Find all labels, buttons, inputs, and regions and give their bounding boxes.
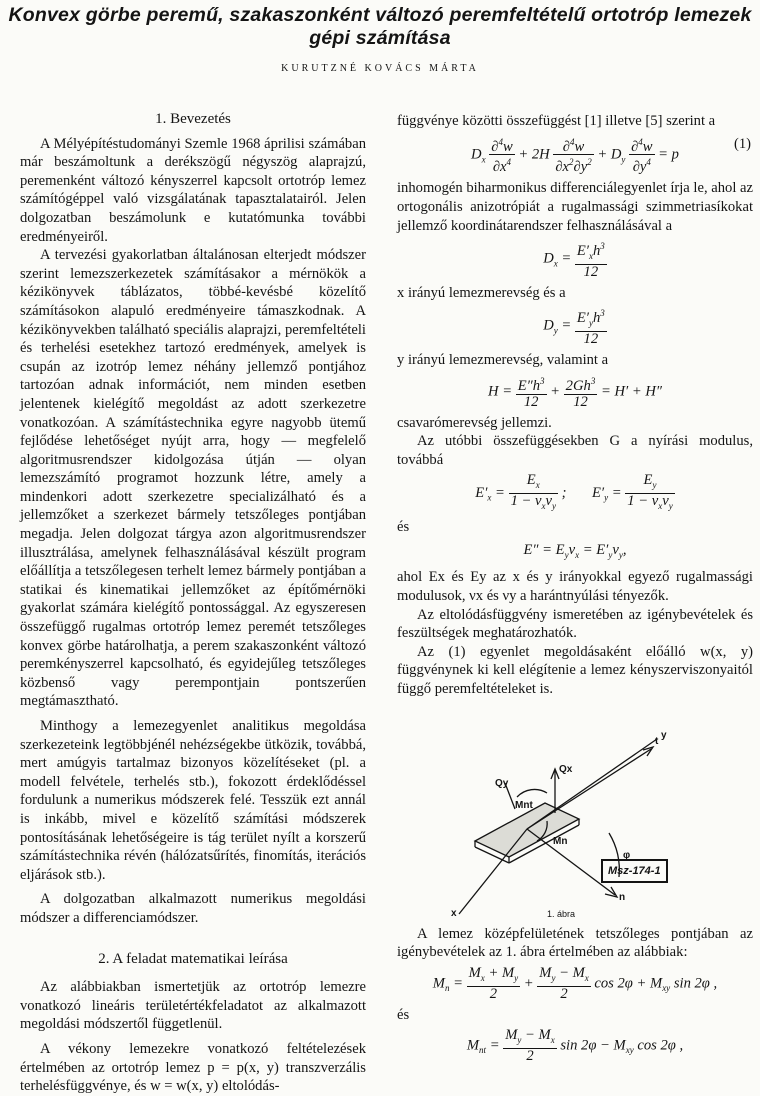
figure-1-drawing — [397, 709, 753, 919]
label-mnt: Mnt — [515, 799, 533, 811]
label-n: n — [619, 891, 626, 903]
figure-caption: 1. ábra — [547, 908, 576, 919]
section-heading-math: 2. A feladat matematikai leírása — [98, 950, 288, 967]
label-phi: φ — [623, 849, 631, 861]
paragraph: inhomogén biharmonikus differenciálegyenlet írja le, ahol az ortogonális anizotrópiát a rugalmassági szimmetriasíkokat jellemző koordinátarendszer felhasználásával a — [397, 180, 753, 234]
paragraph: A lemez középfelületének tetszőleges pontjában az igénybevételek az 1. ábra értelmében az alábbiak: — [397, 925, 753, 961]
paragraph: A Mélyépítéstudományi Szemle 1968 áprilisi számában már beszámoltunk a derékszögű négyszög alaprajzú, peremenként változó kényszerrel kapcsolt ortotróp lemez számítógéppel való vizsgálatának tapasztalatairól. Jelen dolgozatban beszámolunk e kutatómunka további eredményeiről. — [20, 135, 366, 245]
paragraph: A dolgozatban alkalmazott numerikus megoldási módszer a differenciamódszer. — [20, 891, 366, 926]
conjunction: és — [397, 519, 410, 536]
paragraph: Az (1) egyenlet megoldásaként előálló w(x, y) függvénynek ki kell elégítenie a lemez kényszerviszonyaitól függő peremfeltételeket is. — [397, 643, 753, 697]
label-mn: Mn — [553, 835, 568, 847]
figure-reference-box: Msz-174-1 — [601, 859, 668, 884]
paper-title: Konvex görbe peremű, szakaszonként változó peremfeltételű ortotróp lemezek gépi számítása — [8, 4, 752, 49]
paragraph: y irányú lemezmerevség, valamint a — [397, 352, 609, 369]
equation-dy: $D_y$ = $\frac{E'_yh^3}{12}$ — [543, 308, 605, 348]
label-x: x — [451, 907, 457, 919]
label-qx: Qx — [559, 763, 573, 775]
paragraph: függvénye közötti összefüggést [1] illetve [5] szerint a — [397, 113, 716, 129]
paragraph: A tervezési gyakorlatban általánosan elterjedt módszer szerint lemezszerkezetek számításakor a mérnökök a kézikönyvek táblázatos, többé-kevésbé közelítő számításokon alapuló eredményeire támaszkodnak. A kézikönyvekben található speciális alaprajzi, peremfeltételi és terhelési esetekhez tartozó eredmények, amelyek is csupán az izotróp lemez néhány jellemző pontjához tartozóan adnak információt, nem minden esetben jelentenek kielégítő megoldást az adott szerkezetre vonatkozóan. A számítástechnika egyre nagyobb ütemű fejlődése lehetőséget nyújt arra, hogy — megfelelő algoritmusrendszer kidolgozása útján — olyan lemezszámító programot hozzunk létre, amely a mindenkori adott szerkezetre specializálható és a jellemzőket a szerkezet bármely tetszőleges pontjában megadja. Jelen dolgozat tárgya azon algoritmusrendszer illusztrálása, amelynek felhasználásával készült program előállítja a tetszőlegesen terhelt lemez bármely pontjában a statikai és kinematikai jellemzőket az építőmérnöki gyakorlat számára kielégítő pontossággal. Az egyszeresen összefüggő rugalmas ortotróp lemez peremét tetszőleges konvex görbe határolhatja, a perem szakaszonként változó peremkényszerrel kapcsolható, és egyidejűleg tetszőleges közbenső vagy perempontjain pontszerűen megtámasztható. — [20, 247, 366, 710]
paragraph: A vékony lemezekre vonatkozó feltételezések értelmében az ortotróp lemez p = p(x, y) transzverzális terhelésfüggvénye, és w = w(x, y) eltolódás- — [20, 1040, 366, 1095]
paragraph: Az utóbbi összefüggésekben G a nyírási modulus, továbbá — [397, 433, 753, 468]
equation-1: $D_x$ $\frac{\partial^4w}{\partial x^4}$ + 2H $\frac{\partial^4w}{\partial x^2\partial y^2}$ + $D_y$ $\frac{\partial^4w}{\partial y^4}$ = p (1) — [471, 135, 751, 176]
right-column — [397, 112, 753, 1068]
equation-e2: $E'' = E_y\nu_x = E'_y\nu_y$, — [523, 541, 627, 560]
section-heading-intro: 1. Bevezetés — [155, 111, 231, 127]
paragraph: Az eltolódásfüggvény ismeretében az igénybevételek és feszültségek meghatározhatók. — [397, 606, 753, 642]
equation-mn: $M_n$ = $\frac{M_x + M_y}{2}$ + $\frac{M_y - M_x}{2}$ $\cos 2\varphi + M_{xy}$ sin 2φ , — [432, 964, 718, 1002]
label-qy: Qy — [495, 777, 509, 789]
paragraph: x irányú lemezmerevség és a — [397, 284, 566, 301]
paragraph: ahol Ex és Ey az x és y irányokkal egyező rugalmassági modulusok, νx és νy a harántnyúlási tényezők. — [397, 569, 753, 604]
author-name: KURUTZNÉ KOVÁCS MÁRTA — [281, 63, 479, 74]
paragraph: Az alábbiakban ismertetjük az ortotróp lemezre vonatkozó lineáris területértékfeladatot az alkalmazott megoldási módszertől függetlenül. — [20, 979, 366, 1033]
left-column — [20, 104, 366, 1096]
label-y: y — [661, 729, 667, 741]
label-t: t — [655, 735, 659, 747]
paragraph: Minthogy a lemezegyenlet analitikus megoldása szerkezeteink legtöbbjénél nehézségekbe ütközik, továbbá, mert amúgyis tartalmaz bizonyos közelítéseket (pl. a modell felvétele, terhelés stb.), fokozott érdeklődéssel fordulunk a numerikus módszerek felé. Tesszük ezt annál is inkább, mivel e közelítő számítási módszerek pontosításának lehetőségeire is tág terület nyílt a korszerű számítástechnika révén (hálózatsűrítés, finomítás, iterációs eljárások stb.). — [20, 718, 366, 883]
paragraph: csavarómerevség jellemzi. — [397, 414, 552, 431]
equation-dx: $D_x$ = $\frac{E'_xh^3}{12}$ — [543, 241, 605, 280]
figure-1 — [397, 709, 753, 919]
equation-h: H = $\frac{E''h^3}{12}$ + $\frac{2Gh^3}{12}$ = H′ + H″ — [488, 375, 662, 410]
equation-number: (1) — [733, 135, 751, 152]
equation-mnt: $M_{nt}$ = $\frac{M_y - M_x}{2}$ $\sin 2\varphi - M_{xy}$ cos 2φ , — [466, 1027, 684, 1065]
conjunction: és — [397, 1006, 410, 1023]
equation-ex-ey: $E'_x$ = $\frac{E_x}{1 - \nu_x\nu_y}$ ; $E'_y$ = $\frac{E_y}{1 - \nu_x\nu_y}$ — [475, 472, 673, 512]
